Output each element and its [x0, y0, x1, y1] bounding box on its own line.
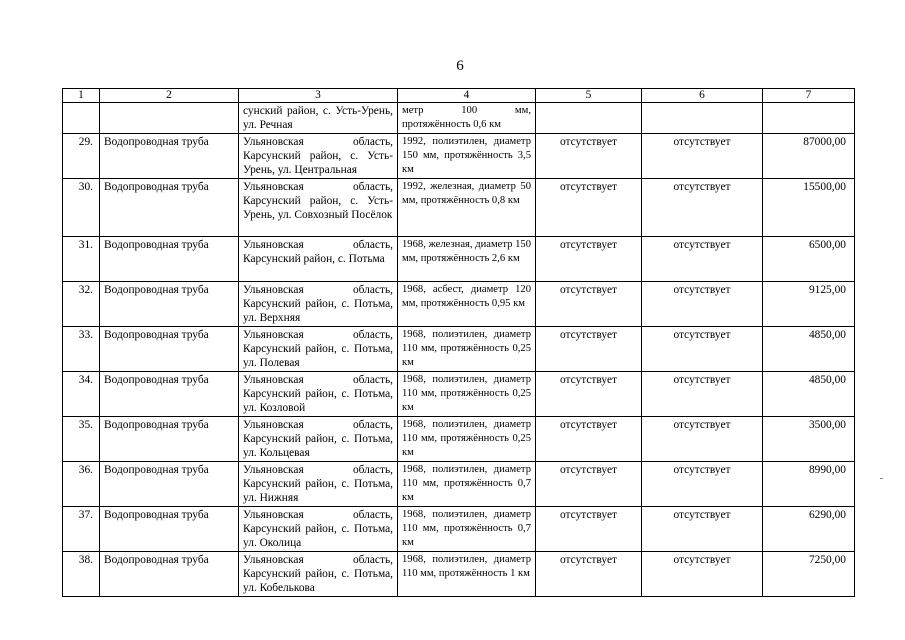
encumbrance: [536, 103, 642, 134]
encumbrance: отсутствует: [536, 134, 642, 179]
object-address: Ульяновская область, Карсунский район, с. Потьма, ул. Козловой: [239, 372, 398, 417]
restriction: отсутствует: [642, 372, 763, 417]
restriction: отсутствует: [642, 282, 763, 327]
encumbrance: отсутствует: [536, 327, 642, 372]
encumbrance: отсутствует: [536, 282, 642, 327]
restriction: отсутствует: [642, 179, 763, 237]
encumbrance: отсутствует: [536, 507, 642, 552]
column-header: 1: [63, 89, 100, 103]
object-characteristics: 1968, железная, диаметр 150 мм, протяжённость 2,6 км: [398, 237, 536, 282]
object-characteristics: 1968, полиэтилен, диаметр 110 мм, протяжённость 0,25 км: [398, 417, 536, 462]
object-address: Ульяновская область, Карсунский район, с. Усть-Урень, ул. Совхозный Посёлок: [239, 179, 398, 237]
object-address: сунский район, с. Усть-Урень, ул. Речная: [239, 103, 398, 134]
object-value: 4850,00: [763, 327, 855, 372]
object-address: Ульяновская область, Карсунский район, с. Потьма, ул. Верхняя: [239, 282, 398, 327]
row-number: 30.: [63, 179, 100, 237]
page-number: 6: [456, 58, 464, 74]
column-header: 6: [642, 89, 763, 103]
object-value: 9125,00: [763, 282, 855, 327]
object-value: 6290,00: [763, 507, 855, 552]
object-name: Водопроводная труба: [100, 134, 239, 179]
object-value: 8990,00: [763, 462, 855, 507]
object-characteristics: 1968, полиэтилен, диаметр 110 мм, протяжённость 0,7 км: [398, 507, 536, 552]
encumbrance: отсутствует: [536, 372, 642, 417]
encumbrance: отсутствует: [536, 237, 642, 282]
encumbrance: отсутствует: [536, 462, 642, 507]
table-row: [63, 179, 855, 237]
row-number: 36.: [63, 462, 100, 507]
table-row: [63, 327, 855, 372]
object-address: Ульяновская область, Карсунский район, с. Потьма: [239, 237, 398, 282]
row-number: 33.: [63, 327, 100, 372]
restriction: отсутствует: [642, 327, 763, 372]
object-address: Ульяновская область, Карсунский район, с. Потьма, ул. Нижняя: [239, 462, 398, 507]
encumbrance: отсутствует: [536, 417, 642, 462]
object-name: Водопроводная труба: [100, 507, 239, 552]
object-characteristics: 1992, железная, диаметр 50 мм, протяжённость 0,8 км: [398, 179, 536, 237]
object-value: 7250,00: [763, 552, 855, 597]
object-name: Водопроводная труба: [100, 552, 239, 597]
property-table: [62, 88, 855, 597]
object-value: 87000,00: [763, 134, 855, 179]
restriction: отсутствует: [642, 134, 763, 179]
scan-mark: [880, 478, 883, 479]
restriction: отсутствует: [642, 237, 763, 282]
row-number: 37.: [63, 507, 100, 552]
column-number-row: [63, 89, 855, 103]
object-name: Водопроводная труба: [100, 282, 239, 327]
row-number: 38.: [63, 552, 100, 597]
object-value: 15500,00: [763, 179, 855, 237]
object-address: Ульяновская область, Карсунский район, с. Потьма, ул. Кобелькова: [239, 552, 398, 597]
column-header: 5: [536, 89, 642, 103]
table-row: [63, 417, 855, 462]
object-characteristics: 1968, полиэтилен, диаметр 110 мм, протяжённость 0,7 км: [398, 462, 536, 507]
column-header: 4: [398, 89, 536, 103]
object-name: [100, 103, 239, 134]
table-row: [63, 103, 855, 134]
encumbrance: отсутствует: [536, 552, 642, 597]
object-value: 3500,00: [763, 417, 855, 462]
restriction: отсутствует: [642, 462, 763, 507]
object-address: Ульяновская область, Карсунский район, с. Усть-Урень, ул. Центральная: [239, 134, 398, 179]
row-number: 29.: [63, 134, 100, 179]
object-value: 4850,00: [763, 372, 855, 417]
column-header: 3: [239, 89, 398, 103]
object-characteristics: 1968, асбест, диаметр 120 мм, протяжённость 0,95 км: [398, 282, 536, 327]
object-characteristics: 1968, полиэтилен, диаметр 110 мм, протяжённость 0,25 км: [398, 327, 536, 372]
column-header: 2: [100, 89, 239, 103]
table-row: [63, 237, 855, 282]
object-characteristics: 1992, полиэтилен, диаметр 150 мм, протяжённость 3,5 км: [398, 134, 536, 179]
table-row: [63, 552, 855, 597]
restriction: отсутствует: [642, 417, 763, 462]
table-row: [63, 282, 855, 327]
row-number: 32.: [63, 282, 100, 327]
table-row: [63, 134, 855, 179]
table-row: [63, 507, 855, 552]
table-row: [63, 462, 855, 507]
object-name: Водопроводная труба: [100, 372, 239, 417]
object-name: Водопроводная труба: [100, 237, 239, 282]
object-address: Ульяновская область, Карсунский район, с. Потьма, ул. Околица: [239, 507, 398, 552]
object-characteristics: метр 100 мм, протяжённость 0,6 км: [398, 103, 536, 134]
row-number: 34.: [63, 372, 100, 417]
object-name: Водопроводная труба: [100, 327, 239, 372]
object-name: Водопроводная труба: [100, 417, 239, 462]
object-name: Водопроводная труба: [100, 179, 239, 237]
column-header: 7: [763, 89, 855, 103]
table-row: [63, 372, 855, 417]
object-value: 6500,00: [763, 237, 855, 282]
restriction: [642, 103, 763, 134]
object-name: Водопроводная труба: [100, 462, 239, 507]
object-address: Ульяновская область, Карсунский район, с. Потьма, ул. Полевая: [239, 327, 398, 372]
row-number: 31.: [63, 237, 100, 282]
row-number: 35.: [63, 417, 100, 462]
row-number: [63, 103, 100, 134]
object-address: Ульяновская область, Карсунский район, с. Потьма, ул. Кольцевая: [239, 417, 398, 462]
object-characteristics: 1968, полиэтилен, диаметр 110 мм, протяжённость 1 км: [398, 552, 536, 597]
restriction: отсутствует: [642, 507, 763, 552]
restriction: отсутствует: [642, 552, 763, 597]
object-characteristics: 1968, полиэтилен, диаметр 110 мм, протяжённость 0,25 км: [398, 372, 536, 417]
encumbrance: отсутствует: [536, 179, 642, 237]
object-value: [763, 103, 855, 134]
